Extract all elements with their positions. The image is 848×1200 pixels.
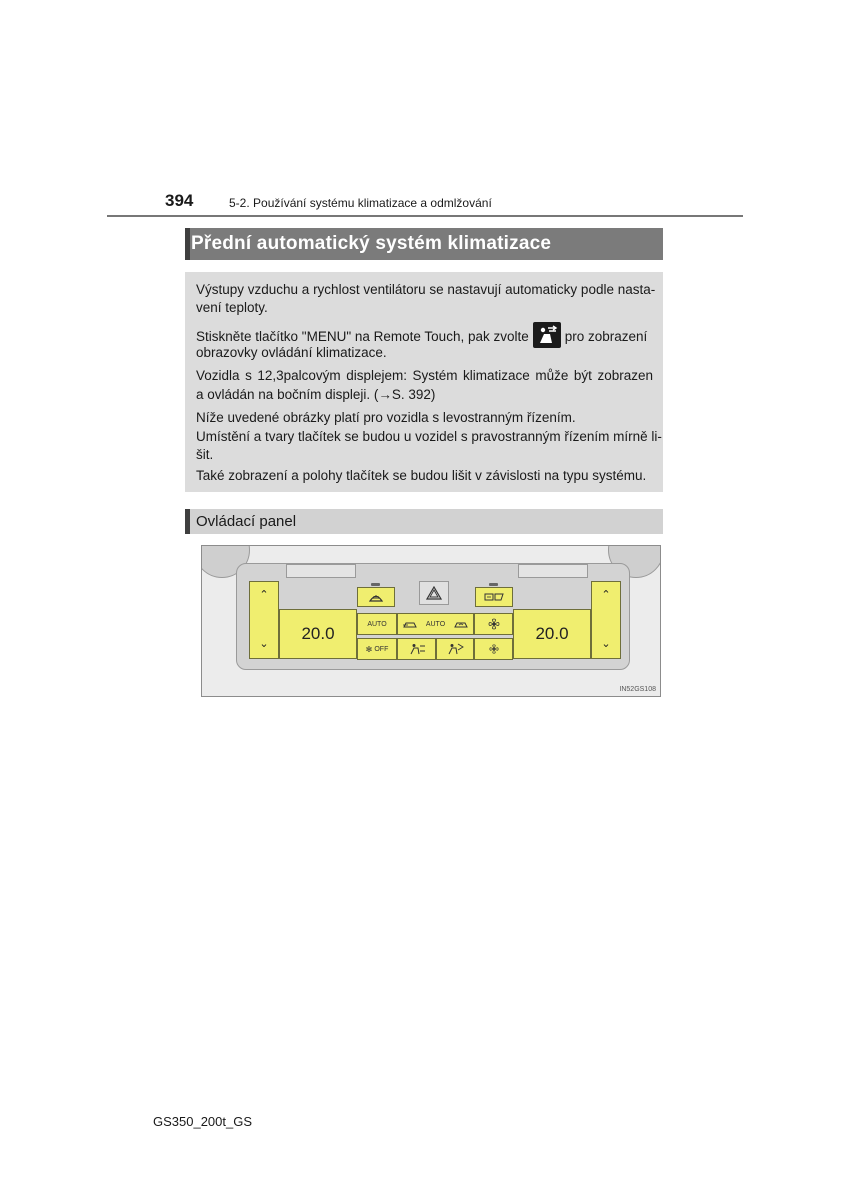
fan-small-icon: ✻ <box>365 644 373 654</box>
info-line: Také zobrazení a polohy tlačítek se budou lišit v závislosti na typu systému. <box>196 468 647 483</box>
front-defrost-icon <box>368 592 384 602</box>
info-line: Výstupy vzduchu a rychlost ventilátoru se nastavují automaticky podle nasta- <box>196 282 656 297</box>
header-divider <box>107 215 743 217</box>
indicator-light <box>489 583 498 586</box>
info-line: Umístění a tvary tlačítek se budou u vozidel s pravostranným řízením mírně li- <box>196 429 662 444</box>
info-line: Níže uvedené obrázky platí pro vozidla s levostranným řízením. <box>196 410 576 425</box>
fresh-air-icon <box>402 620 418 629</box>
chevron-up-icon: ⌃ <box>601 589 611 601</box>
info-line: vení teploty. <box>196 300 268 315</box>
auto-button[interactable] <box>357 613 397 635</box>
left-temp-display <box>279 609 357 659</box>
auto-intake-label: AUTO <box>425 620 446 628</box>
windshield-airflow-button[interactable] <box>436 638 474 660</box>
chevron-down-icon: ⌄ <box>601 638 611 650</box>
page-number: 394 <box>165 191 194 210</box>
info-line: šit. <box>196 447 214 462</box>
rear-defog-button[interactable] <box>475 587 513 607</box>
air-intake-button[interactable] <box>397 613 474 635</box>
info-text: Stiskněte tlačítko "MENU" na Remote Touch, pak zvolte <box>196 329 529 344</box>
subheading-band <box>185 509 663 534</box>
right-temp-display <box>513 609 591 659</box>
seat-airflow-icon <box>533 322 561 348</box>
figure-code: IN52GS108 <box>619 686 656 693</box>
indicator-light <box>371 583 380 586</box>
info-line: obrazovky ovládání klimatizace. <box>196 345 387 360</box>
hazard-button[interactable] <box>419 581 449 605</box>
chevron-up-icon: ⌃ <box>259 589 269 601</box>
left-vent-slot <box>286 564 356 578</box>
right-temp-value: 20.0 <box>535 624 569 643</box>
subheading: Ovládací panel <box>196 513 297 530</box>
title-band <box>185 228 663 260</box>
footer-model-code: GS350_200t_GS <box>153 1114 253 1129</box>
section-reference: 5-2. Používání systému klimatizace a odmlžování <box>229 196 492 210</box>
fan-off-button[interactable] <box>357 638 397 660</box>
front-defrost-button[interactable] <box>357 587 395 607</box>
fan-speed-up-button[interactable] <box>474 613 513 635</box>
hazard-triangle-icon <box>426 586 442 600</box>
subheading-accent-bar <box>185 509 190 534</box>
auto-label: AUTO <box>367 620 387 628</box>
info-line: a ovládán na bočním displeji. (→S. 392) <box>196 387 436 402</box>
right-temp-adjust-button[interactable] <box>591 581 621 659</box>
airflow-mode-button[interactable] <box>397 638 436 660</box>
fan-speed-down-button[interactable] <box>474 638 513 660</box>
left-temp-adjust-button[interactable] <box>249 581 279 659</box>
left-temp-value: 20.0 <box>301 624 335 643</box>
airflow-windshield-icon <box>446 643 464 655</box>
chevron-down-icon: ⌄ <box>259 638 269 650</box>
airflow-face-feet-icon <box>408 643 426 655</box>
recirculation-icon <box>453 620 469 629</box>
control-panel-illustration <box>201 545 661 697</box>
title-accent-bar <box>185 228 190 260</box>
info-line: Vozidla s 12,3palcovým displejem: Systém klimatizace může být zobrazen <box>196 368 653 383</box>
right-vent-slot <box>518 564 588 578</box>
info-text: pro zobrazení <box>564 329 648 344</box>
page-title: Přední automatický systém klimatizace <box>191 233 552 254</box>
info-box <box>185 272 663 492</box>
rear-defog-mirror-icon <box>484 592 504 602</box>
off-label: OFF <box>374 645 389 653</box>
fan-icon <box>489 644 499 654</box>
fan-icon <box>488 618 500 630</box>
